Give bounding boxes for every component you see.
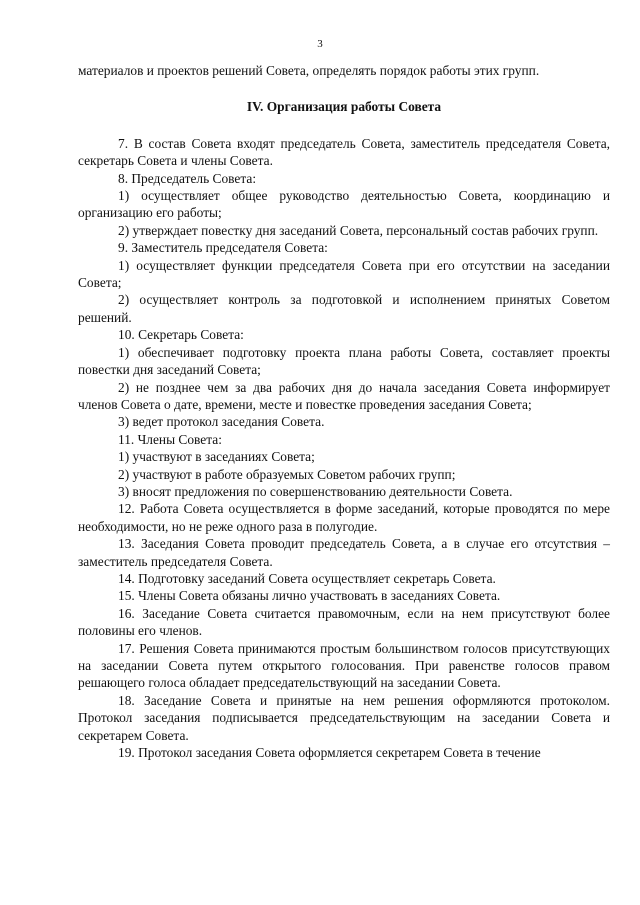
document-body — [78, 62, 610, 761]
clause-10-item-3: 3) ведет протокол заседания Совета. — [118, 414, 325, 430]
clause-8-item-2: 2) утверждает повестку дня заседаний Совета, персональный состав рабочих групп. — [118, 222, 599, 238]
clause-11-item-2: 2) участвуют в работе образуемых Советом рабочих групп; — [118, 466, 456, 482]
clause-9: 9. Заместитель председателя Совета: — [118, 240, 328, 256]
section-title: IV. Организация работы Совета — [246, 99, 442, 115]
clause-8-item-1: 1) осуществляет общее руководство деятельностью Совета, координацию и организацию его работы; — [78, 188, 610, 221]
clause-10: 10. Секретарь Совета: — [118, 327, 244, 343]
clause-19: 19. Протокол заседания Совета оформляется секретарем Совета в течение — [118, 745, 541, 761]
page-number: 3 — [317, 38, 323, 50]
lead-paragraph: материалов и проектов решений Совета, определять порядок работы этих групп. — [78, 63, 540, 78]
clause-9-item-1: 1) осуществляет функции председателя Совета при его отсутствии на заседании Совета; — [78, 257, 610, 291]
clause-16: 16. Заседание Совета считается правомочным, если на нем присутствуют более половины его членов. — [78, 605, 610, 639]
clause-9-item-2: 2) осуществляет контроль за подготовкой и исполнением принятых Советом решений. — [78, 292, 610, 325]
clause-11-item-3: 3) вносят предложения по совершенствованию деятельности Совета. — [118, 483, 513, 499]
clause-11-item-1: 1) участвуют в заседаниях Совета; — [118, 449, 315, 465]
clause-18: 18. Заседание Совета и принятые на нем решения оформляются протоколом. Протокол заседания подписывается председательствующим на заседании Совета и секретарем Совета. — [78, 692, 610, 743]
clause-15: 15. Члены Совета обязаны лично участвовать в заседаниях Совета. — [118, 588, 501, 604]
clause-10-item-2: 2) не позднее чем за два рабочих дня до начала заседания Совета информирует членов Совета о дате, времени, месте и повестке проведения заседания Совета; — [78, 379, 610, 412]
clause-8: 8. Председатель Совета: — [118, 170, 257, 186]
clause-11: 11. Члены Совета: — [118, 431, 222, 447]
clause-13: 13. Заседания Совета проводит председатель Совета, а в случае его отсутствия – заместитель председателя Совета. — [78, 536, 610, 569]
clause-17: 17. Решения Совета принимаются простым большинством голосов присутствующих на заседании Совета путем открытого голосования. При равенстве голосов правом решающего голоса обладает председательствующий на заседании Совета. — [78, 640, 610, 691]
clause-10-item-1: 1) обеспечивает подготовку проекта плана работы Совета, составляет проекты повестки дня заседаний Совета; — [78, 344, 610, 378]
clause-14: 14. Подготовку заседаний Совета осуществляет секретарь Совета. — [118, 570, 496, 586]
clause-12: 12. Работа Совета осуществляется в форме заседаний, которые проводятся по мере необходимости, но не реже одного раза в полугодие. — [78, 501, 610, 534]
clause-7: 7. В состав Совета входят председатель Совета, заместитель председателя Совета, секретарь Совета и члены Совета. — [78, 135, 610, 169]
